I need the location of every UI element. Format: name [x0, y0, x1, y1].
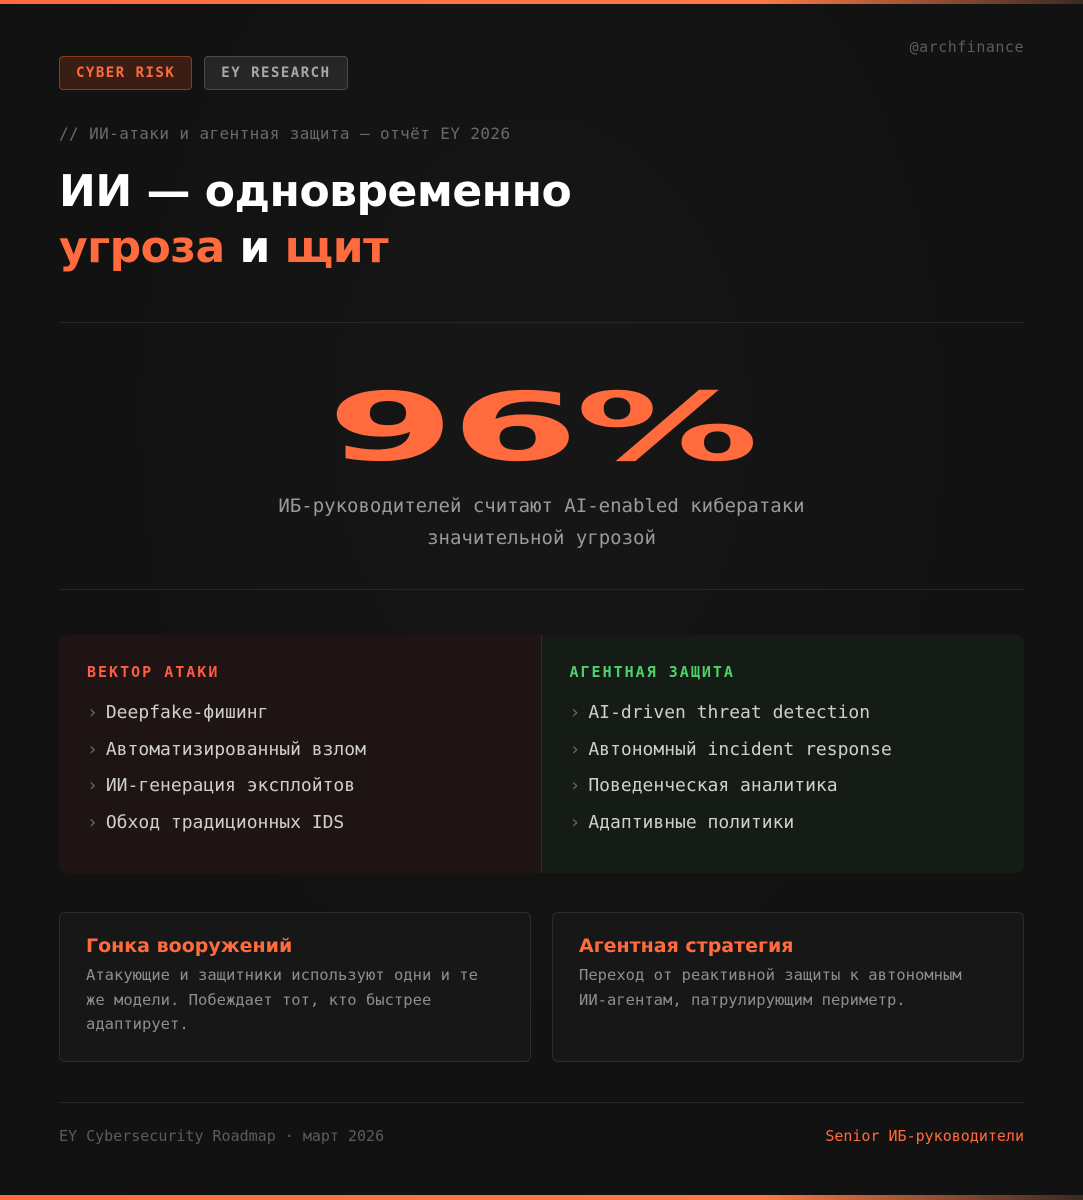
kicker-text: // ИИ-атаки и агентная защита — отчёт EY 2026	[59, 124, 511, 143]
attack-vector-list	[87, 695, 513, 841]
chevron-right-icon: ›	[87, 811, 98, 833]
card-title: Гонка вооружений	[86, 935, 293, 957]
title-word-shield: щит	[284, 222, 389, 273]
chevron-right-icon: ›	[87, 702, 98, 723]
attack-defense-panel	[59, 635, 1024, 873]
title-line-1: ИИ — одновременно	[59, 166, 572, 217]
tag-ey-research: EY RESEARCH	[204, 56, 347, 90]
list-item	[570, 768, 997, 805]
agent-defense-column	[542, 635, 1025, 873]
title-line-2	[59, 220, 571, 276]
list-item	[87, 768, 513, 805]
card-title: Агентная стратегия	[579, 935, 794, 957]
list-item	[570, 805, 997, 842]
footer-audience: Senior ИБ-руководители	[825, 1127, 1024, 1145]
chevron-right-icon: ›	[569, 702, 581, 723]
card-agent-strategy	[552, 912, 1024, 1062]
tag-cyber-risk: CYBER RISK	[59, 56, 192, 90]
card-arms-race	[59, 912, 531, 1062]
list-item	[87, 695, 513, 732]
stat-caption-line-1: ИБ-руководителей считают AI-enabled кибератаки	[278, 495, 805, 517]
list-item-text: Автономный incident response	[588, 738, 892, 760]
top-accent-bar	[0, 0, 1083, 4]
list-item-text: Обход традиционных IDS	[105, 811, 345, 833]
stat-caption	[0, 490, 1083, 554]
insight-cards	[59, 912, 1024, 1062]
list-item-text: Поведенческая аналитика	[588, 775, 838, 796]
list-item-text: Deepfake-фишинг	[105, 702, 269, 723]
list-item	[87, 732, 513, 769]
list-item	[87, 805, 513, 842]
card-body: Переход от реактивной защиты к автономным ИИ-агентам, патрулирующим периметр.	[579, 966, 962, 1009]
tag-list	[59, 56, 348, 90]
stat-value: 96%	[327, 371, 756, 483]
divider-top	[59, 322, 1024, 323]
footer-source: EY Cybersecurity Roadmap · март 2026	[59, 1127, 385, 1145]
list-item-text: AI-driven threat detection	[588, 702, 871, 723]
divider-bottom	[59, 1102, 1024, 1103]
attack-vector-column	[59, 635, 542, 873]
divider-middle	[59, 589, 1024, 590]
title-conjunction: и	[239, 222, 270, 273]
list-item-text: ИИ-генерация эксплойтов	[105, 775, 356, 796]
author-handle: @archfinance	[909, 38, 1024, 56]
bottom-accent-bar	[0, 1195, 1083, 1200]
chevron-right-icon: ›	[569, 775, 581, 796]
list-item-text: Автоматизированный взлом	[105, 738, 366, 760]
list-item	[570, 732, 997, 769]
list-item-text: Адаптивные политики	[588, 811, 795, 833]
agent-defense-list	[570, 695, 997, 841]
list-item	[570, 695, 997, 732]
chevron-right-icon: ›	[87, 738, 98, 760]
card-body: Атакующие и защитники используют одни и те же модели. Побеждает тот, кто быстрее адаптирует.	[86, 966, 478, 1033]
title-word-threat: угроза	[59, 222, 225, 273]
attack-vector-title: ВЕКТОР АТАКИ	[87, 663, 220, 681]
stat-caption-line-2: значительной угрозой	[427, 527, 656, 549]
chevron-right-icon: ›	[87, 775, 98, 796]
agent-defense-title: АГЕНТНАЯ ЗАЩИТА	[569, 663, 735, 681]
page-title	[59, 164, 571, 276]
chevron-right-icon: ›	[569, 738, 581, 760]
chevron-right-icon: ›	[569, 811, 581, 833]
